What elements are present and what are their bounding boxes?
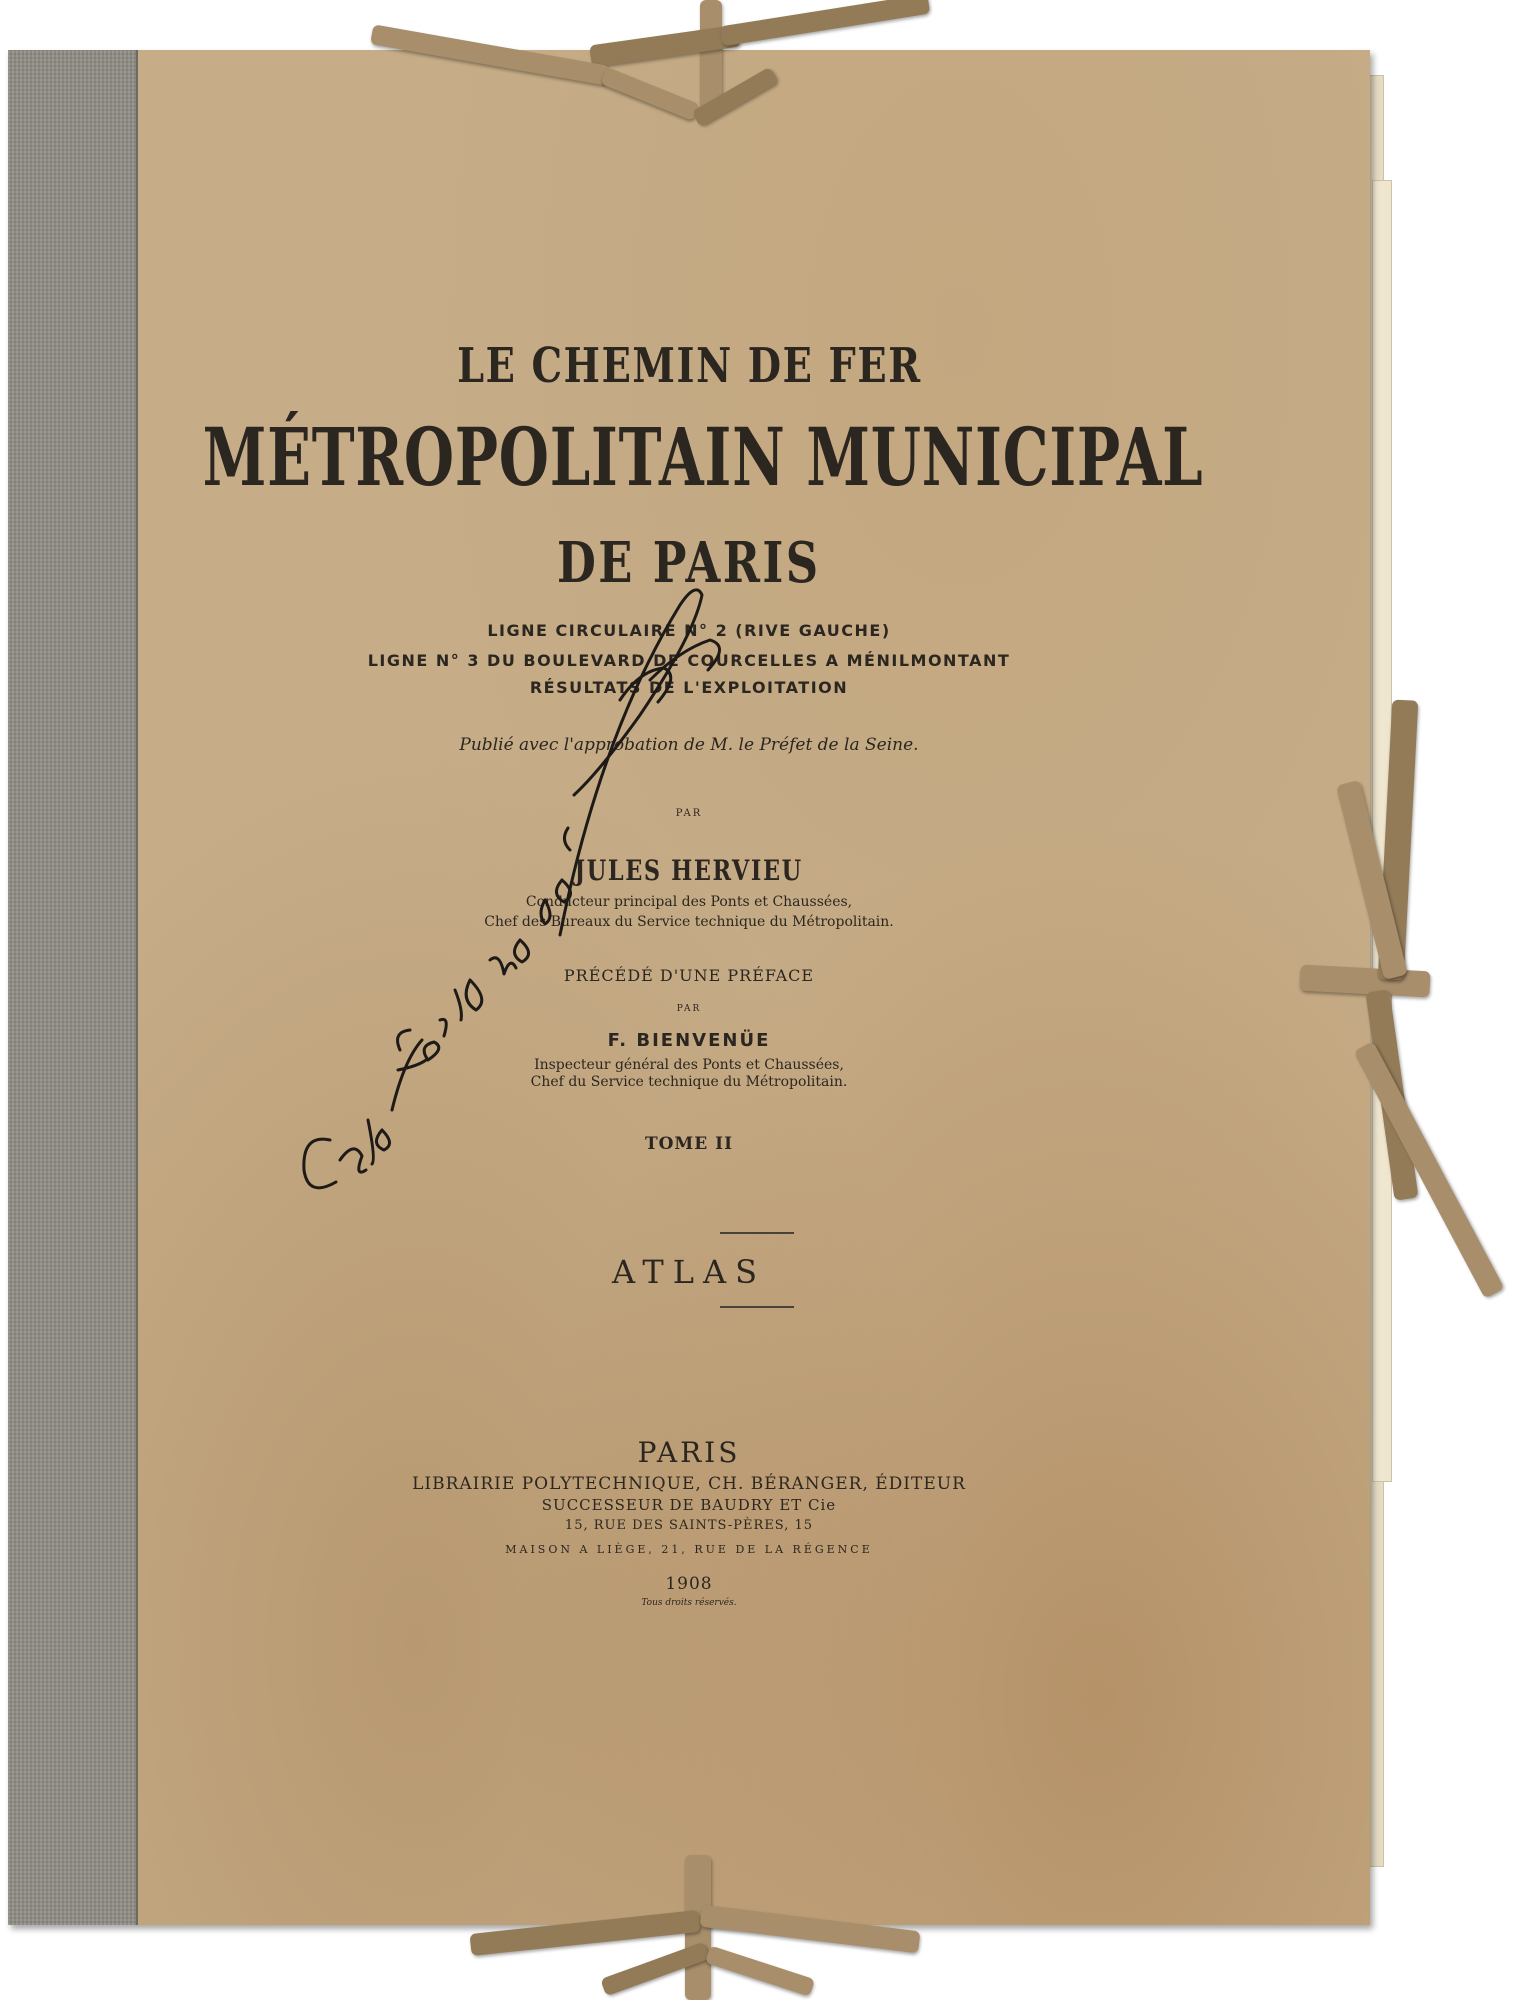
publisher-line-4: MAISON A LIÈGE, 21, RUE DE LA RÉGENCE — [505, 1543, 873, 1556]
cloth-spine — [8, 50, 138, 1925]
publisher-line-1: LIBRAIRIE POLYTECHNIQUE, CH. BÉRANGER, ÉDITEUR — [412, 1474, 966, 1494]
publisher-line-2: SUCCESSEUR DE BAUDRY ET Cie — [541, 1496, 837, 1514]
preface-author-title-2: Chef du Service technique du Métropolitain. — [530, 1074, 848, 1090]
preface-author-title-1: Inspecteur général des Ponts et Chaussées, — [534, 1057, 844, 1073]
title-line-3: DE PARIS — [557, 530, 821, 596]
publisher-city: PARIS — [637, 1436, 741, 1469]
publisher-line-3: 15, RUE DES SAINTS-PÈRES, 15 — [564, 1518, 814, 1533]
by-label: PAR — [675, 808, 703, 819]
atlas-label: ATLAS — [612, 1253, 766, 1291]
cover-board — [8, 50, 1370, 1925]
publication-year: 1908 — [665, 1574, 713, 1594]
preface-by-label: PAR — [676, 1004, 702, 1014]
approval-note: Publié avec l'approbation de M. le Préfet de la Seine. — [459, 735, 919, 755]
divider-bottom — [720, 1306, 794, 1308]
preface-author: F. BIENVENÜE — [607, 1030, 771, 1051]
title-line-1: LE CHEMIN DE FER — [456, 338, 922, 394]
title-line-2: MÉTROPOLITAIN MUNICIPAL — [202, 410, 1204, 504]
author-name: JULES HERVIEU — [574, 854, 804, 887]
subtitle-line-2: LIGNE N° 3 DU BOULEVARD DE COURCELLES A MÉNILMONTANT — [367, 651, 1011, 670]
rights-notice: Tous droits réservés. — [641, 1598, 737, 1608]
volume-label: TOME II — [644, 1134, 734, 1154]
author-title-2: Chef des Bureaux du Service technique du Métropolitain. — [484, 914, 894, 930]
divider-top — [720, 1232, 794, 1234]
preface-label: PRÉCÉDÉ D'UNE PRÉFACE — [563, 966, 815, 985]
author-title-1: Conducteur principal des Ponts et Chaussées, — [525, 894, 853, 910]
subtitle-line-3: RÉSULTATS DE L'EXPLOITATION — [529, 678, 849, 697]
subtitle-line-1: LIGNE CIRCULAIRE N° 2 (RIVE GAUCHE) — [487, 621, 891, 640]
